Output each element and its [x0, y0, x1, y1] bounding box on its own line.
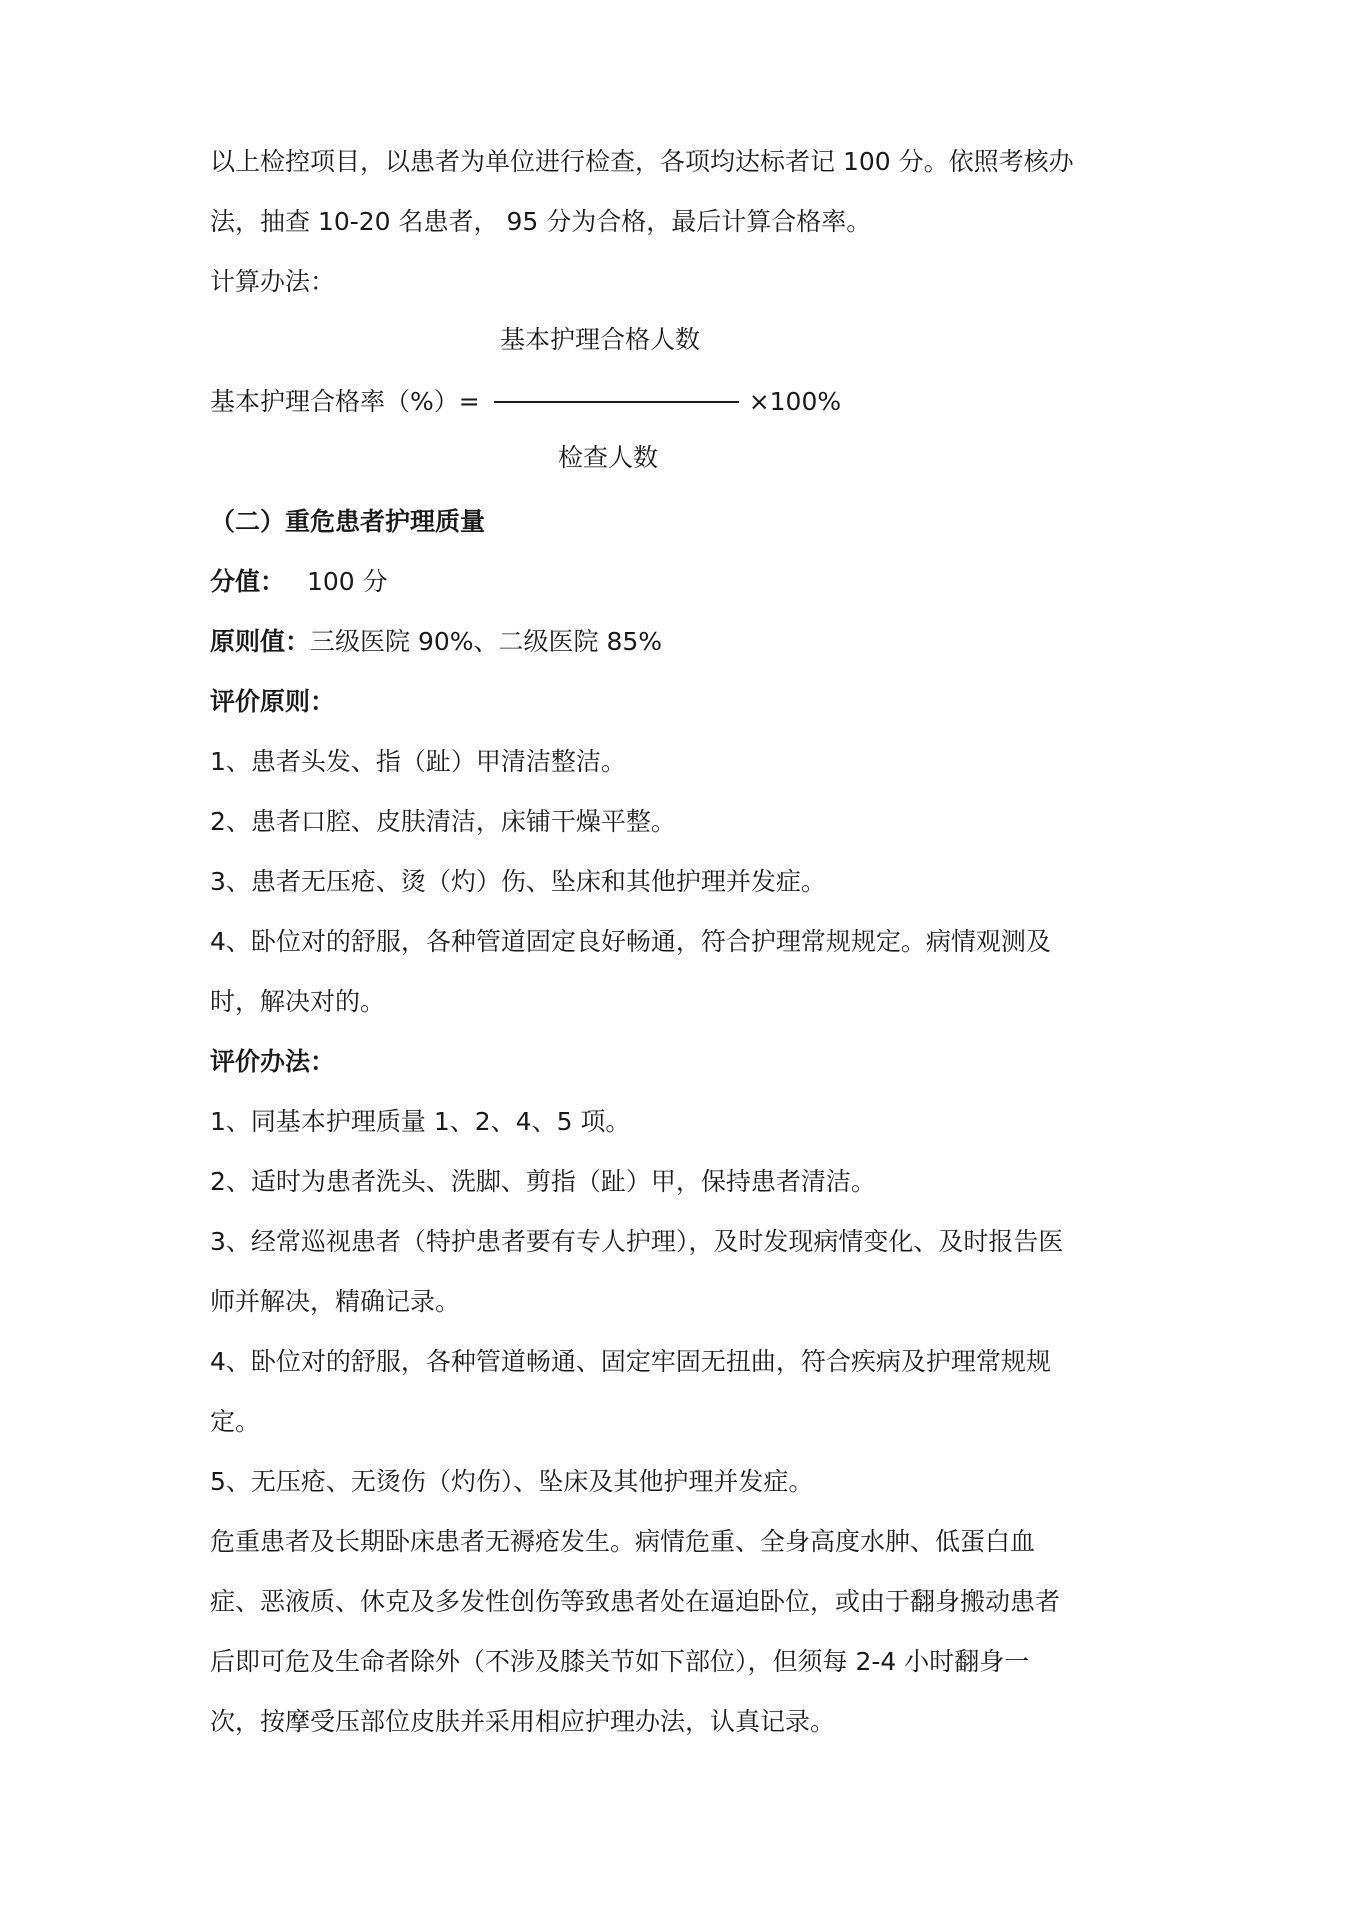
standard-line — [210, 624, 662, 660]
method-item: 5、无压疮、无烫伤（灼伤）、坠床及其他护理并发症。 — [210, 1467, 814, 1496]
score-label: 分值： — [210, 567, 286, 596]
paragraph-line: 以上检控项目，以患者为单位进行检查，各项均达标者记 100 分。依照考核办 — [210, 147, 1074, 176]
criteria-item: 时，解决对的。 — [210, 987, 386, 1016]
criteria-item: 3、患者无压疮、烫（灼）伤、坠床和其他护理并发症。 — [210, 867, 826, 896]
formula-numerator: 基本护理合格人数 — [500, 325, 701, 354]
note-line: 症、恶液质、休克及多发性创伤等致患者处在逼迫卧位，或由于翻身搬动患者 — [210, 1587, 1061, 1616]
formula-denominator: 检查人数 — [558, 443, 659, 472]
criteria-item: 2、患者口腔、皮肤清洁，床铺干燥平整。 — [210, 807, 676, 836]
method-item: 2、适时为患者洗头、洗脚、剪指（趾）甲，保持患者清洁。 — [210, 1167, 876, 1196]
standard-label: 原则值： — [210, 627, 311, 656]
formula-lhs: 基本护理合格率（%）= — [210, 387, 480, 416]
fraction-bar — [494, 401, 739, 403]
methods-label: 评价办法： — [210, 1047, 336, 1076]
note-line: 后即可危及生命者除外（不涉及膝关节如下部位），但须每 2-4 小时翻身一 — [210, 1647, 1030, 1676]
paragraph-line: 法，抽查 10-20 名患者， 95 分为合格，最后计算合格率。 — [210, 207, 872, 236]
note-line: 危重患者及长期卧床患者无褥疮发生。病情危重、全身高度水肿、低蛋白血 — [210, 1527, 1036, 1556]
method-item: 定。 — [210, 1407, 261, 1436]
score-line — [210, 564, 388, 600]
standard-value: 三级医院 90%、二级医院 85% — [310, 627, 663, 656]
criteria-item: 1、患者头发、指（趾）甲清洁整洁。 — [210, 747, 626, 776]
note-line: 次，按摩受压部位皮肤并采用相应护理办法，认真记录。 — [210, 1707, 836, 1736]
criteria-label: 评价原则： — [210, 687, 336, 716]
score-value: 100 分 — [306, 567, 388, 596]
criteria-item: 4、卧位对的舒服，各种管道固定良好畅通，符合护理常规规定。病情观测及 — [210, 927, 1051, 956]
section-heading: （二）重危患者护理质量 — [210, 507, 486, 536]
calc-label: 计算办法： — [210, 267, 336, 296]
formula — [210, 384, 841, 420]
method-item: 师并解决，精确记录。 — [210, 1287, 461, 1316]
method-item: 3、经常巡视患者（特护患者要有专人护理），及时发现病情变化、及时报告医 — [210, 1227, 1064, 1256]
formula-multiplier: ×100% — [748, 387, 842, 416]
method-item: 1、同基本护理质量 1、2、4、5 项。 — [210, 1107, 631, 1136]
method-item: 4、卧位对的舒服，各种管道畅通、固定牢固无扭曲，符合疾病及护理常规规 — [210, 1347, 1051, 1376]
